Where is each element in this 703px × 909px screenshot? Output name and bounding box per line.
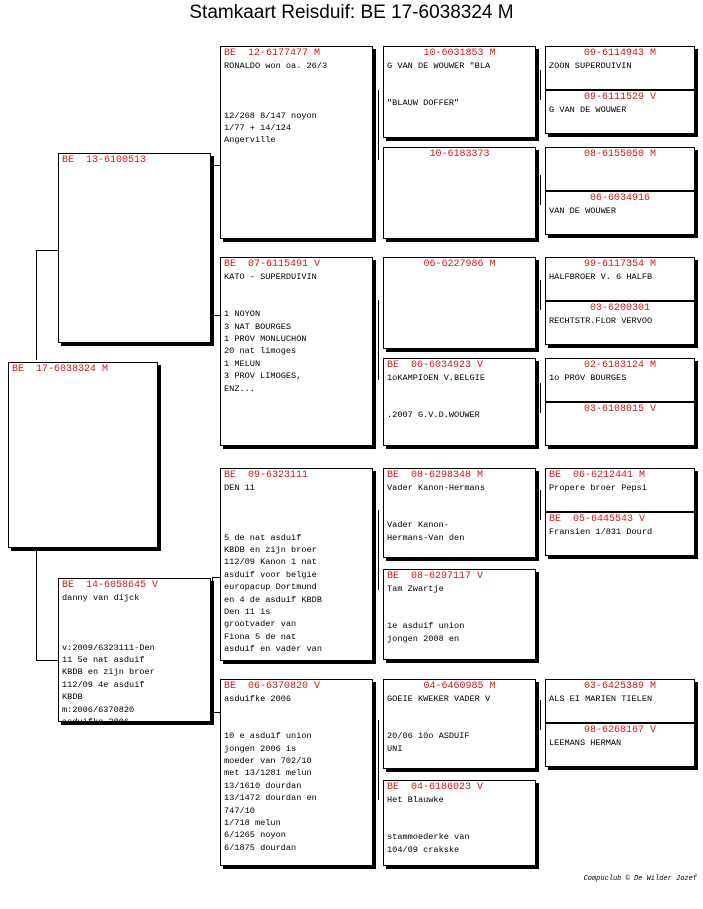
card-notes: ALS EI MARIEN TIELEN: [549, 694, 653, 704]
connector-line: [212, 712, 220, 713]
page-title: Stamkaart Reisduif: BE 17-6038324 M: [189, 2, 514, 23]
pedigree-card-dam[interactable]: [58, 578, 211, 728]
connector-line: [540, 700, 541, 730]
ring-number: 03-6200301: [589, 303, 650, 314]
ring-number: 03-6425389 M: [583, 681, 656, 692]
ring-number: BE 06-6034923 V: [387, 360, 484, 371]
card-notes: VAN DE WOUWER: [549, 206, 617, 216]
ring-number: BE 08-6298348 M: [387, 470, 484, 481]
card-notes: G VAN DE WOUWER: [549, 105, 627, 115]
pedigree-card-dam-sire[interactable]: [220, 468, 373, 661]
ring-number: 99-6117354 M: [583, 259, 656, 270]
card-notes: Vader Kanon-Hermans Vader Kanon- Hermans-Van den: [387, 483, 485, 543]
pedigree-card-sire-sire[interactable]: [220, 46, 373, 239]
pedigree-card-dss[interactable]: [383, 468, 536, 558]
pedigree-card-gen4-10[interactable]: [545, 512, 695, 556]
connector-line: [378, 720, 379, 800]
pedigree-card-gen4-7[interactable]: [545, 358, 695, 402]
ring-number: BE 14-6058645 V: [62, 580, 159, 591]
pedigree-card-dds[interactable]: [383, 679, 536, 769]
ring-number: BE 07-6115491 V: [224, 259, 321, 270]
card-notes: Tam Zwartje 1e asduif union jongen 2008 en: [387, 584, 465, 644]
connector-line: [540, 175, 541, 205]
card-notes: 1oKAMPIOEN V.BELGIE .2007 G.V.D.WOUWER: [387, 373, 485, 421]
card-notes: HALFBROER V. 6 HALFB: [549, 272, 653, 282]
connector-line: [212, 165, 220, 166]
ring-number: 10-6031853 M: [423, 48, 496, 59]
pedigree-card-gen4-13[interactable]: [545, 679, 695, 723]
pedigree-card-gen4-6[interactable]: [545, 301, 695, 345]
card-notes: 1o PROV BOURGES: [549, 373, 627, 383]
connector-line: [36, 660, 58, 661]
pedigree-card-gen4-2[interactable]: [545, 90, 695, 134]
pedigree-card-gen4-14[interactable]: [545, 723, 695, 767]
ring-number: 06-6227986 M: [423, 259, 496, 270]
pedigree-card-gen4-8[interactable]: [545, 402, 695, 446]
pedigree-card-sds[interactable]: [383, 257, 536, 349]
ring-number: 98-6268167 V: [583, 725, 656, 736]
connector-line: [36, 250, 37, 360]
footer-credit: Compuclub © De Wilder Jozef: [583, 875, 697, 883]
ring-number: BE 08-6297117 V: [387, 571, 484, 582]
ring-number: BE 13-6100513: [62, 155, 147, 166]
connector-line: [540, 70, 541, 100]
card-notes: RECHTSTR.FLOR VERVOO: [549, 316, 653, 326]
pedigree-card-sire[interactable]: [58, 153, 211, 343]
pedigree-card-gen4-1[interactable]: [545, 46, 695, 90]
card-notes: DEN 11 5 de nat asduif KBDB en zijn broer 112/09 Kanon 1 nat asduif voor belgie europacup Dortmund en 4 de asduif KBDB Den 11 is grootvader van Fiona 5 de nat asduif en vader van: [224, 483, 322, 655]
connector-line: [212, 315, 220, 316]
card-notes: Propere broer Pepsi: [549, 483, 647, 493]
pedigree-card-gen4-9[interactable]: [545, 468, 695, 512]
pedigree-card-dam-dam[interactable]: [220, 679, 373, 866]
connector-line: [540, 280, 541, 310]
pedigree-card-ssd[interactable]: [383, 147, 536, 239]
card-notes: Fransien 1/831 Dourd: [549, 527, 653, 537]
ring-number: 09-6111529 V: [583, 92, 656, 103]
ring-number: 09-6114943 M: [583, 48, 656, 59]
connector-line: [36, 250, 58, 251]
connector-line: [36, 548, 37, 660]
card-notes: asduifke 2006 10 e asduif union jongen 2006 is moeder van 702/10 met 13/1281 melun 13/1610 dourdan 13/1472 dourdan en 747/10 1/718 melun 6/1265 noyon 6/1875 dourdan: [224, 694, 317, 853]
ring-number: BE 06-6370820 V: [224, 681, 321, 692]
connector-line: [540, 490, 541, 520]
pedigree-card-gen4-4[interactable]: [545, 191, 695, 235]
ring-number: 08-6155050 M: [583, 149, 656, 160]
pedigree-card-ddd[interactable]: [383, 780, 536, 866]
pedigree-card-gen4-5[interactable]: [545, 257, 695, 301]
connector-line: [212, 577, 220, 578]
pedigree-card-sire-dam[interactable]: [220, 257, 373, 446]
ring-number: BE 17-6038324 M: [12, 364, 109, 375]
connector-line: [378, 300, 379, 380]
pedigree-card-dsd[interactable]: [383, 569, 536, 660]
ring-number: BE 04-6186023 V: [387, 782, 484, 793]
pedigree-card-sss[interactable]: [383, 46, 536, 138]
pedigree-card-gen4-3[interactable]: [545, 147, 695, 191]
card-notes: GOEIE KWEKER VADER V 20/06 10o ASDUIF UNI: [387, 694, 491, 754]
card-notes: ZOON SUPERDUIVIN: [549, 61, 632, 71]
ring-number: 06-6034916: [589, 193, 650, 204]
connector-line: [540, 383, 541, 413]
ring-number: 10-6183373: [429, 149, 490, 160]
ring-number: 03-6108015 V: [583, 404, 656, 415]
card-notes: Het Blauwke stammoederke van 104/09 crakske: [387, 795, 470, 855]
ring-number: BE 09-6323111: [224, 470, 309, 481]
connector-line: [378, 90, 379, 160]
pedigree-card-sdd[interactable]: [383, 358, 536, 446]
ring-number: BE 12-6177477 M: [224, 48, 321, 59]
pedigree-card-subject[interactable]: [8, 362, 158, 548]
card-notes: G VAN DE WOUWER "BLA "BLAUW DOFFER": [387, 61, 491, 109]
card-notes: danny van dijck v:2009/6323111-Den 11 5e nat asduif KBDB en zijn broer 112/09 4e asduif KBDB m:2006/6370820 asduifke 2006: [62, 593, 155, 728]
card-notes: KATO - SUPERDUIVIN 1 NOYON 3 NAT BOURGES 1 PROV MONLUCHON 20 nat limoges 1 MELUN 3 PROV LIMOGES, ENZ...: [224, 272, 317, 394]
ring-number: 04-6460985 M: [423, 681, 496, 692]
ring-number: 02-6183124 M: [583, 360, 656, 371]
ring-number: BE 06-6212441 M: [549, 470, 646, 481]
connector-line: [378, 510, 379, 590]
card-notes: LEEMANS HERMAN: [549, 738, 622, 748]
ring-number: BE 05-6445543 V: [549, 514, 646, 525]
card-notes: RONALDO won oa. 26/3 12/268 8/147 noyon 1/77 + 14/124 Angerville: [224, 61, 328, 146]
connector-line: [212, 165, 213, 315]
connector-line: [212, 577, 213, 712]
